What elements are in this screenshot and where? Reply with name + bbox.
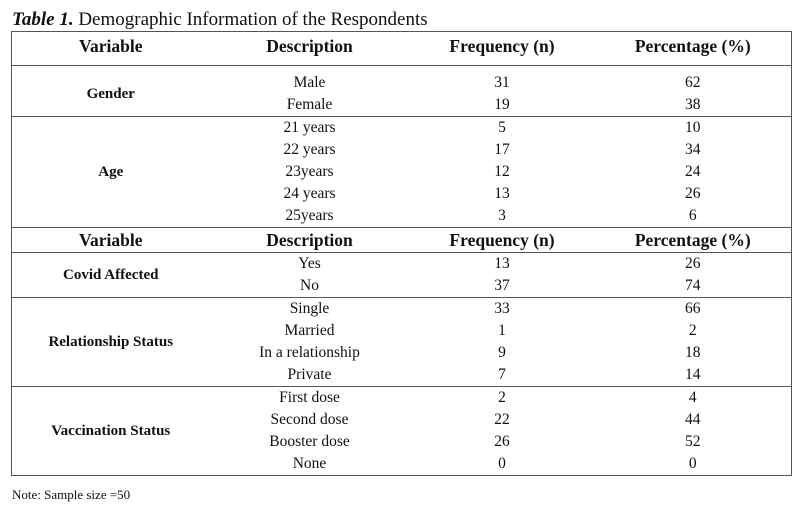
table-body-bottom [12, 253, 792, 476]
percentage-cell: 52 [685, 433, 701, 450]
percentage-cell: 38 [685, 96, 701, 113]
header-description: Description [210, 32, 410, 66]
table-caption-label: Table 1. [12, 9, 74, 30]
description-cell: Private [287, 366, 332, 383]
frequency-cell: 26 [494, 433, 510, 450]
percentage-cell: 2 [688, 322, 697, 339]
frequency-cell: 2 [410, 387, 595, 410]
frequency-cell: 22 [494, 411, 510, 428]
table-row [12, 298, 792, 321]
variable-cell: Age [12, 117, 210, 228]
frequency-cell: 1 [498, 322, 506, 339]
percentage-cell: 14 [685, 366, 701, 383]
description-cell: Single [210, 298, 410, 321]
description-cell: 22 years [283, 141, 336, 158]
description-cell: 21 years [210, 117, 410, 140]
variable-cell: Gender [86, 86, 135, 102]
frequency-cell: 12 [494, 163, 510, 180]
subheader-description: Description [210, 228, 410, 253]
table-header-row [12, 32, 792, 66]
description-cell: Married [284, 322, 335, 339]
description-cell: 25years [285, 207, 334, 224]
percentage-cell: 0 [688, 455, 697, 472]
description-cell: No [300, 277, 319, 294]
demographics-table [11, 31, 792, 476]
description-cell: 23years [285, 163, 334, 180]
percentage-cell: 4 [595, 387, 792, 410]
table-note: Note: Sample size =50 [12, 487, 131, 502]
percentage-cell: 26 [685, 185, 701, 202]
table-row [12, 117, 792, 140]
percentage-cell: 10 [595, 117, 792, 140]
frequency-cell: 31 [494, 74, 510, 91]
percentage-cell: 62 [685, 74, 701, 91]
percentage-cell: 6 [688, 207, 697, 224]
description-cell: 24 years [283, 185, 336, 202]
percentage-cell: 24 [685, 163, 701, 180]
header-variable: Variable [12, 32, 210, 66]
description-cell: Male [293, 74, 326, 91]
percentage-cell: 44 [685, 411, 701, 428]
frequency-cell: 37 [494, 277, 510, 294]
frequency-cell: 33 [410, 298, 595, 321]
frequency-cell: 5 [410, 117, 595, 140]
table-caption-text: Demographic Information of the Respondents [73, 9, 428, 30]
header-percentage: Percentage (%) [595, 32, 792, 66]
percentage-cell: 74 [685, 277, 701, 294]
subheader-variable: Variable [12, 228, 210, 253]
description-cell: Booster dose [269, 433, 350, 450]
frequency-cell: 7 [498, 366, 506, 383]
header-frequency: Frequency (n) [410, 32, 595, 66]
percentage-cell: 26 [685, 255, 701, 272]
table-row [12, 253, 792, 276]
description-cell: In a relationship [259, 344, 360, 361]
variable-cell: Covid Affected [63, 267, 159, 283]
description-cell: Yes [298, 255, 321, 272]
percentage-cell: 18 [685, 344, 701, 361]
table-row [12, 66, 792, 95]
subheader-percentage: Percentage (%) [595, 228, 792, 253]
frequency-cell: 0 [498, 455, 506, 472]
variable-cell: Relationship Status [12, 298, 210, 387]
table-subheader-row [12, 228, 792, 253]
percentage-cell: 66 [595, 298, 792, 321]
subheader-frequency: Frequency (n) [410, 228, 595, 253]
percentage-cell: 34 [685, 141, 701, 158]
table-body-top [12, 66, 792, 228]
frequency-cell: 13 [494, 255, 510, 272]
table-caption [12, 8, 428, 32]
description-cell: None [292, 455, 327, 472]
frequency-cell: 13 [494, 185, 510, 202]
description-cell: Second dose [270, 411, 349, 428]
frequency-cell: 3 [498, 207, 506, 224]
frequency-cell: 17 [494, 141, 510, 158]
description-cell: First dose [210, 387, 410, 410]
frequency-cell: 19 [494, 96, 510, 113]
frequency-cell: 9 [498, 344, 506, 361]
variable-cell: Vaccination Status [12, 387, 210, 476]
table-row [12, 387, 792, 410]
description-cell: Female [286, 96, 333, 113]
